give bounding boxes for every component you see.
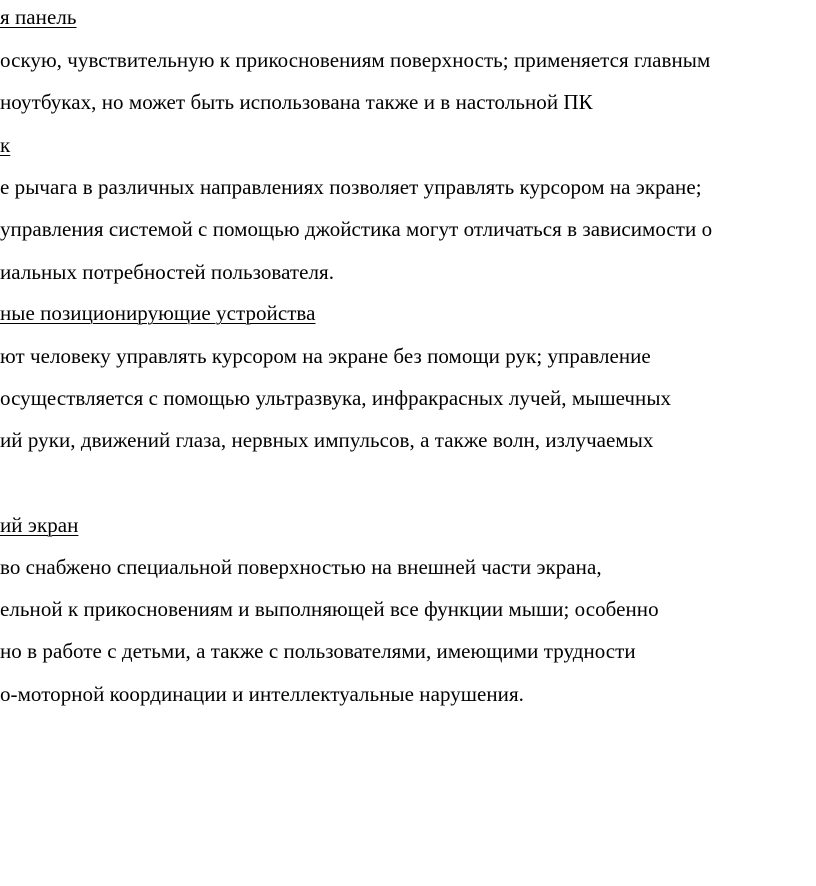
paragraph-joystick-line-2: управления системой с помощью джойстика могут отличаться в зависимости о: [0, 217, 713, 241]
heading-touch-screen: ий экран: [0, 513, 79, 537]
heading-joystick: к: [0, 133, 11, 157]
paragraph-touchscreen-line-2: ельной к прикосновениям и выполняющей все функции мыши; особенно: [0, 597, 659, 621]
heading-alt-positioning: ные позиционирующие устройства: [0, 301, 316, 325]
paragraph-joystick-line-3: иальных потребностей пользователя.: [0, 260, 335, 284]
paragraph-alt-line-1: ют человеку управлять курсором на экране без помощи рук; управление: [0, 344, 651, 368]
paragraph-touchpad-line-1: оскую, чувствительную к прикосновениям поверхность; применяется главным: [0, 48, 711, 72]
heading-touchpad: я панель: [0, 5, 77, 29]
paragraph-touchscreen-line-1: во снабжено специальной поверхностью на внешней части экрана,: [0, 555, 602, 579]
paragraph-joystick-line-1: е рычага в различных направлениях позволяет управлять курсором на экране;: [0, 175, 702, 199]
paragraph-touchscreen-line-3: но в работе с детьми, а также с пользователями, имеющими трудности: [0, 639, 636, 663]
paragraph-touchpad-line-2: ноутбуках, но может быть использована также и в настольной ПК: [0, 90, 593, 114]
paragraph-alt-line-2: осуществляется с помощью ультразвука, инфракрасных лучей, мышечных: [0, 386, 672, 410]
paragraph-alt-line-3: ий руки, движений глаза, нервных импульсов, а также волн, излучаемых: [0, 428, 654, 452]
paragraph-touchscreen-line-4: о-моторной координации и интеллектуальные нарушения.: [0, 682, 524, 706]
